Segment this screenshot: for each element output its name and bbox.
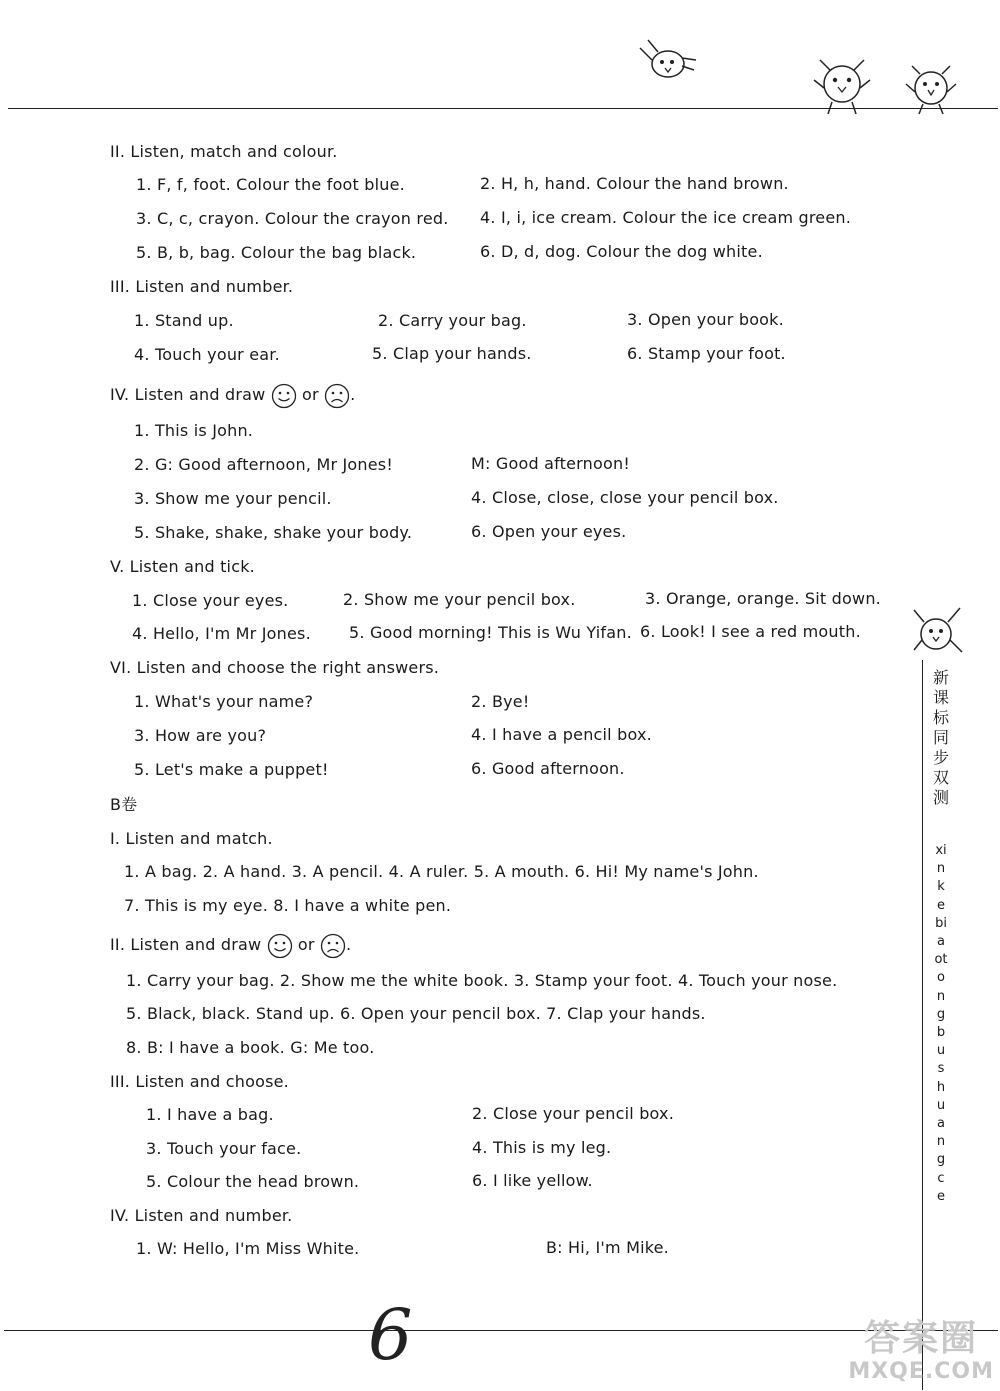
watermark xyxy=(848,1319,994,1385)
bird-flying-icon xyxy=(638,38,700,84)
section-heading xyxy=(110,930,351,960)
section-heading: IV. Listen and number. xyxy=(110,1206,293,1225)
list-item: 1. Stand up. xyxy=(134,311,234,330)
section-heading: III. Listen and choose. xyxy=(110,1072,289,1091)
list-item: 5. Clap your hands. xyxy=(372,344,532,363)
list-item: 4. I, i, ice cream. Colour the ice cream green. xyxy=(480,208,852,227)
smiley-face-icon xyxy=(271,383,297,409)
section-heading: V. Listen and tick. xyxy=(110,557,255,576)
smiley-face-icon xyxy=(267,933,293,959)
side-title-chinese: 新课标同步双测 xyxy=(932,668,949,807)
heading-end: . xyxy=(345,935,352,954)
heading-text: II. Listen and draw xyxy=(110,935,262,954)
list-item: 3. C, c, crayon. Colour the crayon red. xyxy=(136,209,449,228)
list-item: 4. Hello, I'm Mr Jones. xyxy=(132,624,311,643)
list-item: 2. Bye! xyxy=(471,692,530,711)
list-line: 1. A bag. 2. A hand. 3. A pencil. 4. A ruler. 5. A mouth. 6. Hi! My name's John. xyxy=(124,862,759,881)
list-item: 1. F, f, foot. Colour the foot blue. xyxy=(136,175,405,194)
list-item: 2. Close your pencil box. xyxy=(472,1104,675,1123)
page-number: 6 xyxy=(368,1294,413,1376)
heading-end: . xyxy=(350,385,356,404)
list-item: 4. Touch your ear. xyxy=(134,345,280,364)
list-line: 7. This is my eye. 8. I have a white pen. xyxy=(124,896,452,915)
list-item: 4. I have a pencil box. xyxy=(471,725,652,744)
list-item: 6. I like yellow. xyxy=(472,1171,593,1190)
watermark-bottom: MXQE.COM xyxy=(848,1359,994,1384)
heading-or: or xyxy=(297,935,315,954)
list-item: 6. D, d, dog. Colour the dog white. xyxy=(480,242,763,261)
list-item: 1. W: Hello, I'm Miss White. xyxy=(136,1239,360,1258)
part-b-label: B卷 xyxy=(110,795,138,814)
side-divider xyxy=(922,660,923,1390)
list-line: 5. Black, black. Stand up. 6. Open your pencil box. 7. Clap your hands. xyxy=(126,1004,706,1023)
side-title-pinyin: xinkebiaotongbushuangce xyxy=(934,843,948,1204)
list-item: 1. This is John. xyxy=(134,421,254,440)
bird-icon xyxy=(910,606,964,662)
list-item: 4. This is my leg. xyxy=(472,1138,612,1157)
bird-icon xyxy=(904,62,958,116)
section-heading: VI. Listen and choose the right answers. xyxy=(110,658,440,677)
list-item: B: Hi, I'm Mike. xyxy=(546,1238,669,1257)
list-item: 2. G: Good afternoon, Mr Jones! xyxy=(134,455,393,474)
list-item: 3. Open your book. xyxy=(627,310,784,329)
sad-face-icon xyxy=(320,933,346,959)
list-item: 2. Show me your pencil box. xyxy=(343,590,576,609)
list-item: 5. B, b, bag. Colour the bag black. xyxy=(136,243,417,262)
section-heading: I. Listen and match. xyxy=(110,829,273,848)
list-item: 3. Show me your pencil. xyxy=(134,489,332,508)
list-item: 1. What's your name? xyxy=(134,692,314,711)
list-item: 6. Look! I see a red mouth. xyxy=(640,622,861,641)
list-item: 6. Stamp your foot. xyxy=(627,344,786,363)
sad-face-icon xyxy=(324,383,350,409)
list-item: 1. Close your eyes. xyxy=(132,591,289,610)
list-line: 1. Carry your bag. 2. Show me the white book. 3. Stamp your foot. 4. Touch your nose. xyxy=(126,971,838,990)
section-heading: II. Listen, match and colour. xyxy=(110,142,338,161)
list-item: 2. Carry your bag. xyxy=(378,311,527,330)
list-item: 5. Good morning! This is Wu Yifan. xyxy=(349,623,632,642)
section-heading: III. Listen and number. xyxy=(110,277,294,296)
list-item: 3. Touch your face. xyxy=(146,1139,302,1158)
list-line: 8. B: I have a book. G: Me too. xyxy=(126,1038,375,1057)
bird-icon xyxy=(812,56,872,116)
list-item: 2. H, h, hand. Colour the hand brown. xyxy=(480,174,789,193)
section-heading xyxy=(110,380,355,410)
list-item: 3. How are you? xyxy=(134,726,267,745)
list-item: 1. I have a bag. xyxy=(146,1105,274,1124)
list-item: 5. Colour the head brown. xyxy=(146,1172,360,1191)
heading-text: IV. Listen and draw xyxy=(110,385,266,404)
list-item: 4. Close, close, close your pencil box. xyxy=(471,488,779,507)
watermark-top: 答案圈 xyxy=(864,1318,979,1359)
list-item: 5. Shake, shake, shake your body. xyxy=(134,523,413,542)
list-item: 6. Good afternoon. xyxy=(471,759,625,778)
list-item: 6. Open your eyes. xyxy=(471,522,627,541)
list-item: 3. Orange, orange. Sit down. xyxy=(645,589,881,608)
list-item: M: Good afternoon! xyxy=(471,454,630,473)
list-item: 5. Let's make a puppet! xyxy=(134,760,329,779)
heading-or: or xyxy=(302,385,319,404)
